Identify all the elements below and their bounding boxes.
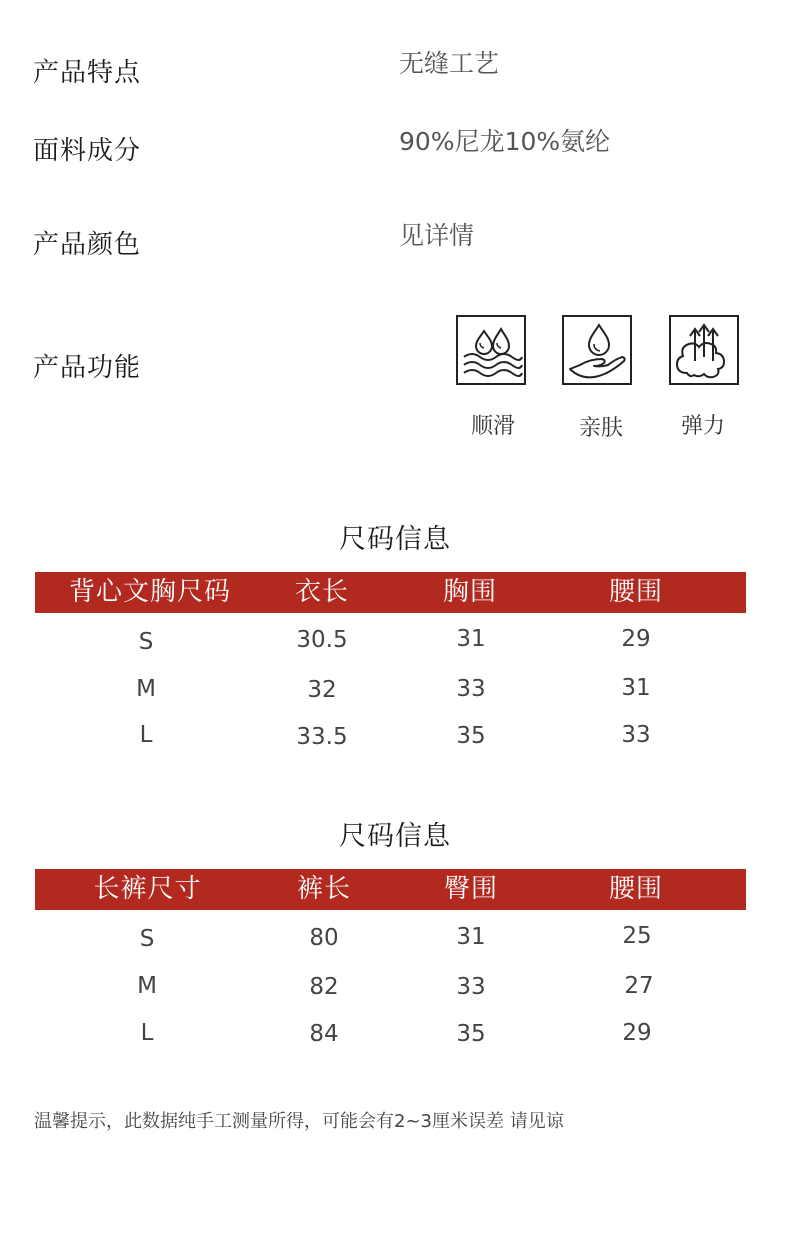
cloud-arrows-icon — [669, 315, 739, 385]
table2-cell: 35 — [456, 1021, 486, 1047]
table2-cell: 31 — [456, 924, 486, 950]
table2-cell: 29 — [622, 1020, 652, 1046]
table2-cell: 82 — [309, 974, 339, 1000]
spec-label-color: 产品颜色 — [33, 230, 142, 260]
table1-cell: 33 — [456, 676, 486, 702]
table2-cell: M — [137, 973, 157, 999]
water-drops-waves-icon — [456, 315, 526, 385]
table1-cell: 35 — [456, 723, 486, 749]
hand-drop-icon — [562, 315, 632, 385]
table2-header-cell: 裤长 — [296, 874, 351, 904]
spec-label-function: 产品功能 — [33, 353, 142, 383]
table1-cell: 33.5 — [296, 724, 348, 750]
table1-cell: M — [136, 676, 156, 702]
table1-cell: 31 — [621, 675, 651, 701]
spec-value-material: 90%尼龙10%氨纶 — [399, 127, 611, 156]
table1-cell: S — [138, 629, 154, 655]
table2-title: 尺码信息 — [339, 821, 451, 852]
function-label-smooth: 顺滑 — [470, 414, 515, 439]
spec-label-material: 面料成分 — [33, 136, 142, 166]
table1-cell: 30.5 — [296, 627, 348, 653]
table1-header-cell: 胸围 — [442, 577, 497, 607]
spec-value-feature: 无缝工艺 — [399, 49, 500, 78]
table1-cell: 33 — [621, 722, 651, 748]
footnote: 温馨提示，此数据纯手工测量所得，可能会有2~3厘米误差 请见谅 — [34, 1111, 564, 1132]
spec-label-feature: 产品特点 — [33, 58, 142, 88]
function-label-skin-friendly: 亲肤 — [578, 416, 623, 441]
table1-header-cell: 腰围 — [608, 577, 663, 607]
table2-header-cell: 臀围 — [443, 874, 498, 904]
table2-cell: 27 — [624, 973, 654, 999]
table2-cell: 25 — [622, 923, 652, 949]
table1-cell: 32 — [307, 677, 337, 703]
table1-header-cell: 背心文胸尺码 — [68, 577, 231, 607]
table1-title: 尺码信息 — [339, 524, 451, 555]
table1-header — [35, 572, 746, 613]
table1-header-cell: 衣长 — [294, 577, 349, 607]
function-label-elastic: 弹力 — [680, 414, 725, 439]
table2-cell: 84 — [309, 1021, 339, 1047]
table2-cell: 80 — [309, 925, 339, 951]
table1-cell: L — [139, 722, 153, 748]
spec-value-color: 见详情 — [399, 221, 475, 250]
table2-header-cell: 长裤尺寸 — [93, 874, 202, 904]
table2-cell: 33 — [456, 974, 486, 1000]
table1-cell: 31 — [456, 626, 486, 652]
table2-cell: L — [140, 1020, 154, 1046]
table2-cell: S — [139, 926, 155, 952]
table2-header — [35, 869, 746, 910]
table1-cell: 29 — [621, 626, 651, 652]
table2-header-cell: 腰围 — [608, 874, 663, 904]
